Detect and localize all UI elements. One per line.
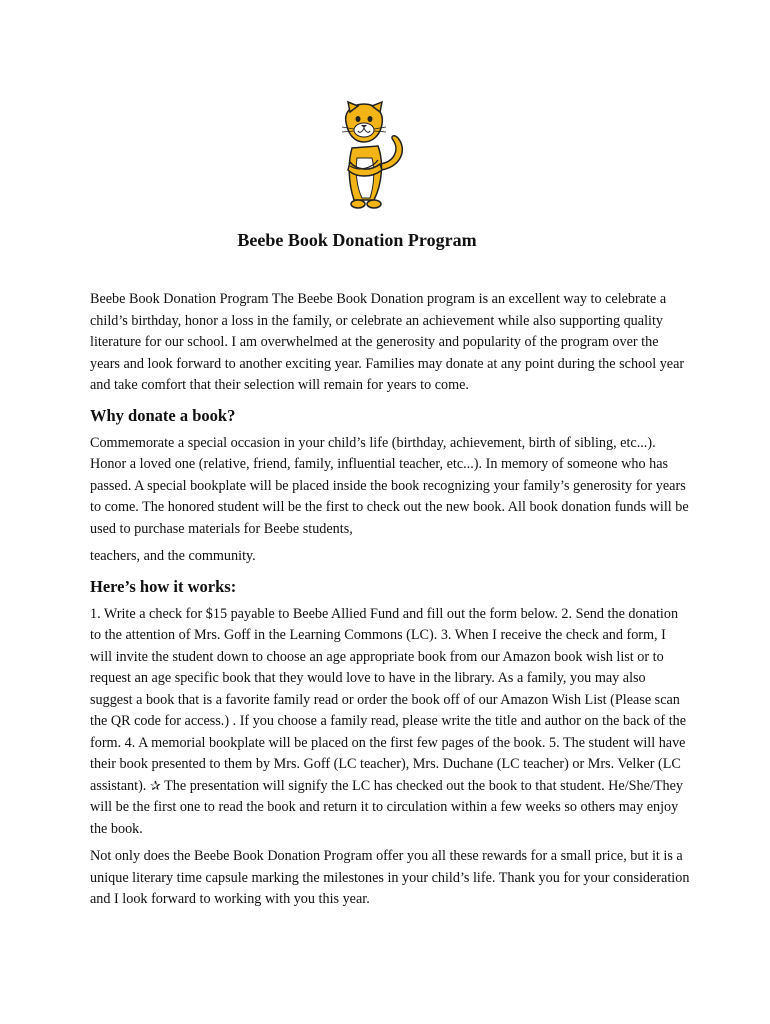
how-it-works-presentation: The presentation will signify the LC has checked out the book to that student. He/She/They will be the first one to read the book and return it to circulation within a few weeks so others may enjoy the book. xyxy=(90,777,684,837)
closing-paragraph: Not only does the Beebe Book Donation Program offer you all these rewards for a small price, but it is a unique literary time capsule marking the milestones in your child’s life. Thank you for your consideration and I look forward to working with you this year. xyxy=(90,848,690,907)
cougar-mascot-icon xyxy=(330,100,410,220)
how-it-works-steps: 1. Write a check for $15 payable to Beebe Allied Fund and fill out the form below. 2. Send the donation to the attention of Mrs. Goff in the Learning Commons (LC). 3. When I receive the check and form, I will invite the student down to choose an age appropriate book from our Amazon book wish list or to request an age specific book that they would love to have in the library. As a family, you may also suggest a book that is a favorite family read or order the book off of our Amazon Wish List (Please scan the QR code for access.) . If you choose a family read, please write the title and author on the back of the form. 4. A memorial bookplate will be placed on the first few pages of the book. 5. The student will have their book presented to them by Mrs. Goff (LC teacher), Mrs. Duchane (LC teacher) or Mrs. Velker (LC assistant). xyxy=(90,605,687,794)
star-icon: ✰ xyxy=(149,778,161,794)
why-donate-paragraph-tail: teachers, and the community. xyxy=(90,548,256,564)
why-donate-paragraph: Commemorate a special occasion in your child’s life (birthday, achievement, birth of sibling, etc...). Honor a loved one (relative, friend, family, influential teacher, etc...). In memory of someone who has passed. A special bookplate will be placed inside the book recognizing your family’s generosity for years to come. The honored student will be the first to check out the new book. All book donation funds will be used to purchase materials for Beebe students, xyxy=(90,434,689,537)
document-body xyxy=(90,289,690,911)
document-title: Beebe Book Donation Program xyxy=(237,230,477,250)
how-it-works-paragraph xyxy=(90,604,690,841)
how-it-works-heading: Here’s how it works: xyxy=(90,576,237,596)
why-donate-heading: Why donate a book? xyxy=(90,405,236,425)
intro-paragraph: Beebe Book Donation Program The Beebe Book Donation program is an excellent way to celebrate a child’s birthday, honor a loss in the family, or celebrate an achievement while also supporting quality literature for our school. I am overwhelmed at the generosity and popularity of the program over the years and look forward to another exciting year. Families may donate at any point during the school year and take comfort that their selection will remain for years to come. xyxy=(90,291,685,393)
